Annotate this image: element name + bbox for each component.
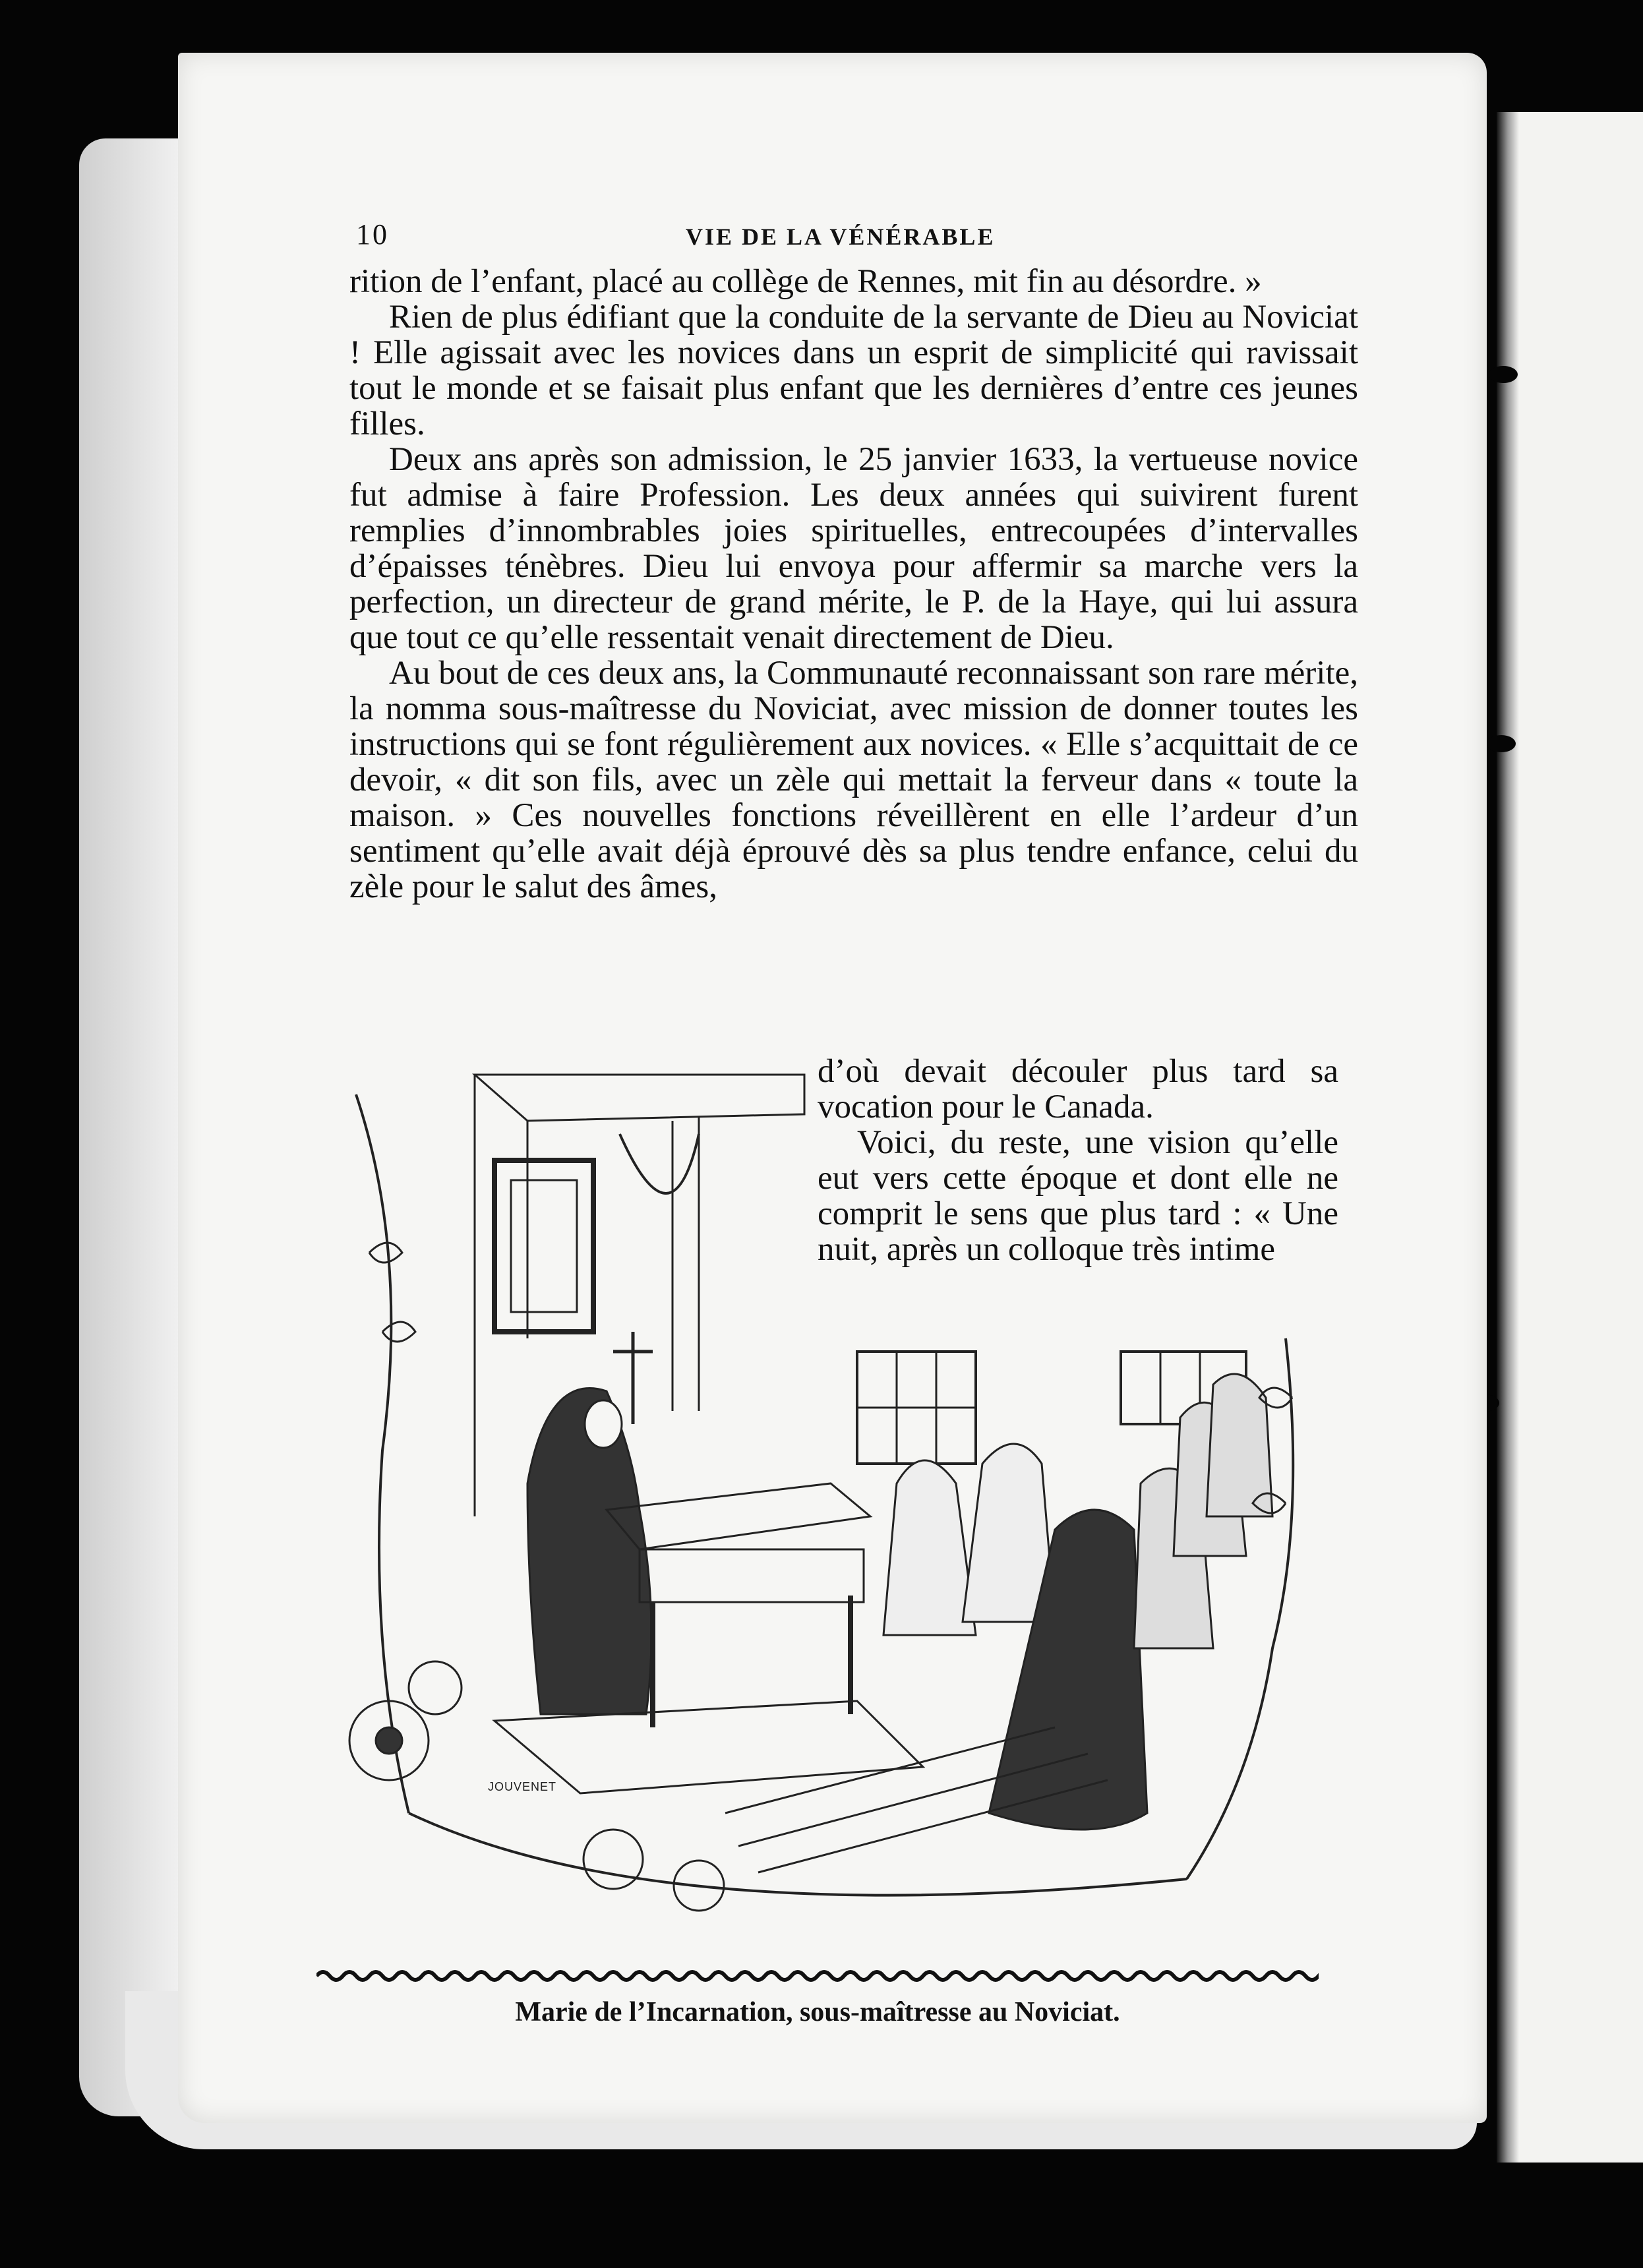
paragraph: Rien de plus édifiant que la conduite de la servante de Dieu au Noviciat ! Elle agissait avec les novices dans un esprit de simplicité qui ravissait tout le monde et se faisait plus enfant que les dernières d’entre ces jeunes filles. [349,299,1358,442]
underlying-pages-left [79,138,185,2116]
running-title: VIE DE LA VÉNÉRABLE [686,224,996,250]
wavy-rule [316,1965,1319,1987]
engraving-illustration [330,1055,1332,1945]
running-head [356,218,1358,257]
paragraph: Deux ans après son admission, le 25 janvier 1633, la vertueuse novice fut admise à faire Profession. Les deux années qui suivirent furent remplies d’innombrables joies spirituelles, entrecoupées d’intervalles d’épaisses ténèbres. Dieu lui envoya pour affermir sa marche vers la perfection, un directeur de grand mérite, le P. de la Haye, qui lui assura que tout ce qu’elle ressentait venait directement de Dieu. [349,441,1358,656]
page-number: 10 [356,218,389,251]
paragraph: d’où devait découler plus tard sa vocation pour le Canada. [818,1053,1338,1125]
paragraph: rition de l’enfant, placé au collège de Rennes, mit fin au désordre. » [349,263,1262,300]
paragraph: Voici, du reste, une vision qu’elle eut vers cette époque et dont elle ne comprit le sens que plus tard : « Une nuit, après un colloque très intime [818,1124,1338,1268]
facing-page-edge [1510,112,1643,2163]
engraver-signature: JOUVENET [488,1780,557,1793]
figure-caption: Marie de l’Incarnation, sous-maîtresse au Noviciat. [515,1997,1120,2027]
paragraph: Au bout de ces deux ans, la Communauté reconnaissant son rare mérite, la nomma sous-maîtresse du Noviciat, avec mission de donner toutes les instructions qui se font régulièrement aux novices. « Elle s’acquittait de ce devoir, « dit son fils, avec un zèle qui mettait la ferveur dans « toute la maison. » Ces nouvelles fonctions réveillèrent en elle l’ardeur d’un sentiment qu’elle avait déjà éprouvé dès sa plus tendre enfance, celui du zèle pour le salut des âmes, [349,655,1358,905]
main-text [349,264,1358,905]
